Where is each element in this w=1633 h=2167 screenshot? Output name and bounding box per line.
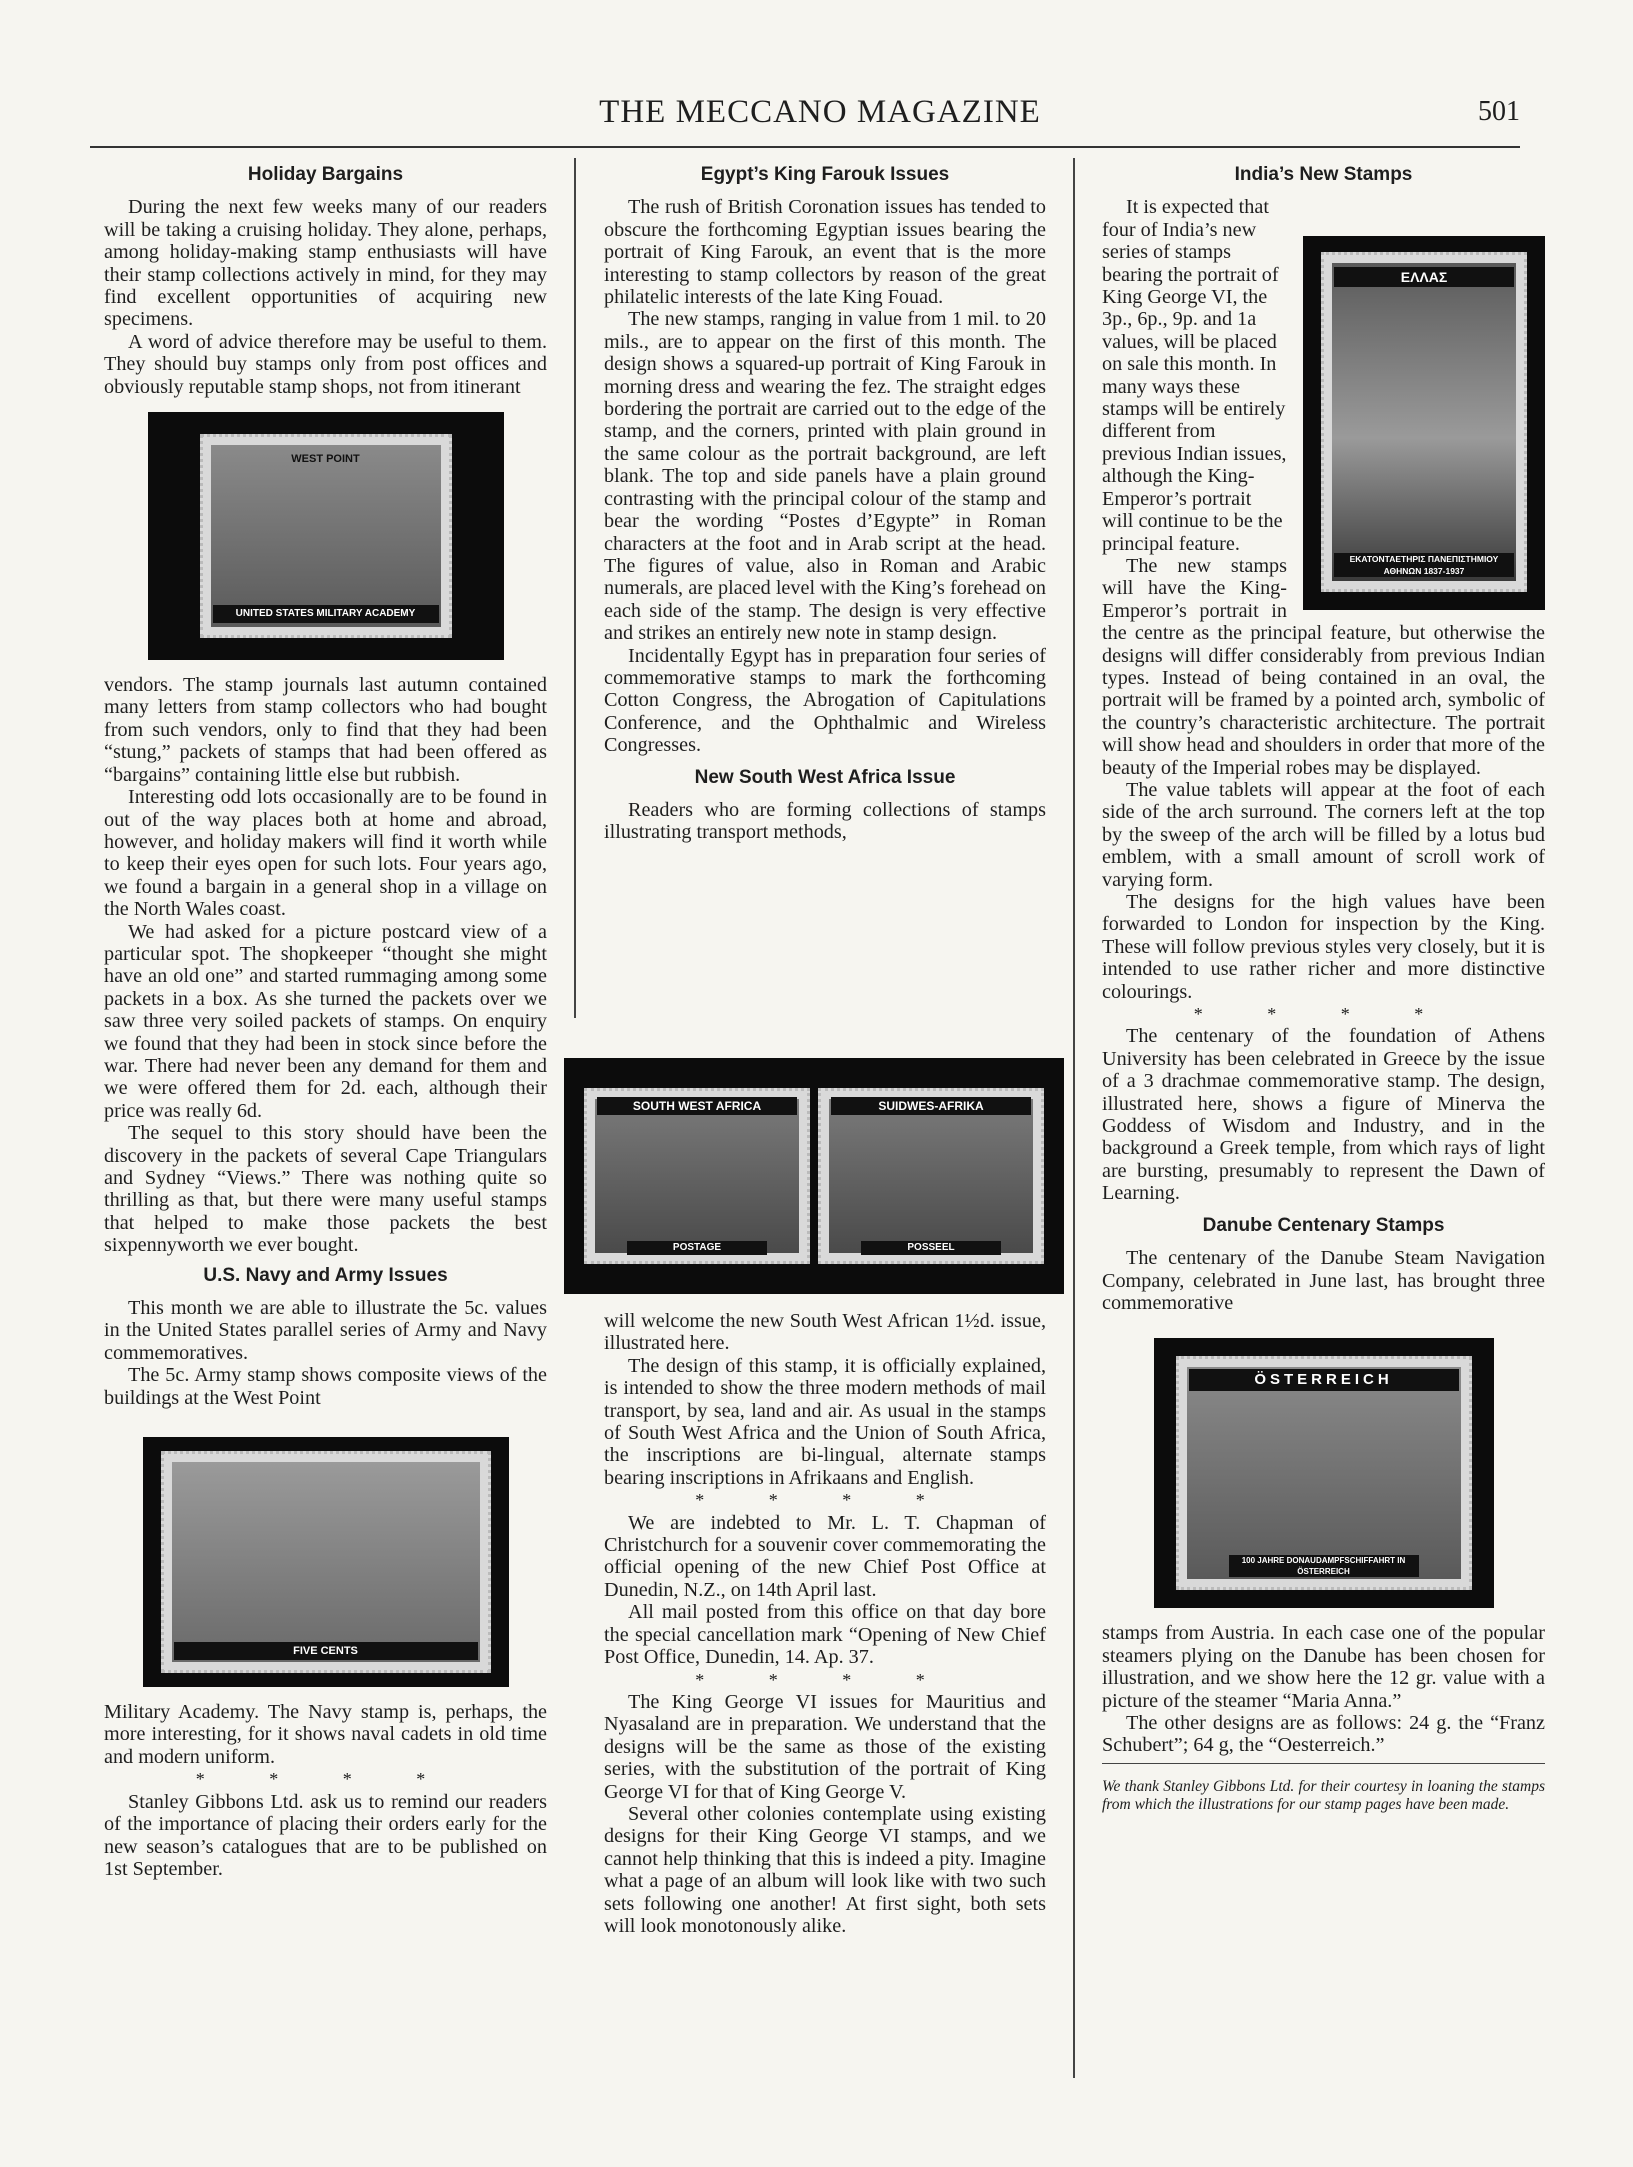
paragraph: We had asked for a picture postcard view of a particular spot. The shopkeeper “thought she might have an old one” and started rummaging among some packets in a box. As she turned the packets over we saw three very soiled packets of stamps. On enquiry we found that they had been in stock since before the war. There had never been any demand for them and we were offered them for 2d. each, although their price was really 6d.: [104, 920, 547, 1122]
paragraph: The designs for the high values have been forwarded to London for inspection by the King. These will follow previous styles very closely, but it is intended to use rather richer and more distinctive colourings.: [1102, 891, 1545, 1003]
stamp-west-point-image: [148, 412, 504, 660]
column-3: [1102, 160, 1545, 1814]
stamp-top-legend: ΕΛΛΑΣ: [1334, 267, 1514, 287]
stamp-top-legend: SOUTH WEST AFRICA: [597, 1097, 797, 1115]
paragraph: Several other colonies contemplate using existing designs for their King George VI stamps, and we cannot help thinking that this is indeed a pity. Imagine what a page of an album will look like with two such sets following one another! At first sight, both sets will look monotonously alike.: [604, 1802, 1046, 1937]
stamp-bottom-legend: POSSEEL: [861, 1241, 1001, 1255]
paragraph: The 5c. Army stamp shows composite views of the buildings at the West Point: [104, 1364, 547, 1409]
paragraph: The design of this stamp, it is officially explained, is intended to show the three modern methods of mail transport, by sea, land and air. As usual in the stamps of South West Africa and the Union of South Africa, the inscriptions are bi-lingual, alternate stamps bearing inscriptions in Afrikaans and English.: [604, 1354, 1046, 1489]
column-2-continued: [604, 1310, 1046, 1937]
masthead: [90, 94, 1550, 138]
paragraph: The new stamps will have the King-Emperor’s portrait in the centre as the principal feature, but otherwise the designs will differ considerably from previous Indian types. Instead of being contained in an oval, the portrait will be framed by a pointed arch, symbolic of the country’s characteristic architecture. The portrait will show head and shoulders in order that more of the beauty of the Imperial robes may be displayed.: [1102, 554, 1545, 779]
paragraph: The centenary of the Danube Steam Navigation Company, celebrated in June last, has brought three commemorative: [1102, 1247, 1545, 1314]
stamp-sw-africa-pair-image: [564, 1058, 1064, 1294]
stamp-bottom-legend: FIVE CENTS: [174, 1642, 478, 1660]
heading-sw-africa: New South West Africa Issue: [694, 766, 956, 788]
paragraph: The other designs are as follows: 24 g. the “Franz Schubert”; 64 g, the “Oesterreich.”: [1102, 1711, 1545, 1757]
column-2: [604, 160, 1046, 844]
column-1: [104, 160, 547, 1880]
stamp-bottom-legend: POSTAGE: [627, 1241, 767, 1255]
paragraph: We are indebted to Mr. L. T. Chapman of Christchurch for a souvenir cover commemorating the official opening of the new Chief Post Office at Dunedin, N.Z., on 14th April last.: [604, 1511, 1046, 1601]
paragraph: vendors. The stamp journals last autumn contained many letters from stamp collectors who had bought from such vendors, only to find that they had been “stung,” packets of stamps that had been offered as “bargains” containing little else but rubbish.: [104, 674, 547, 786]
heading-holiday-bargains: Holiday Bargains: [247, 164, 404, 185]
paragraph: Incidentally Egypt has in preparation four series of commemorative stamps to mark the forthcoming Cotton Congress, the Abrogation of Capitulations Conference, and the Ophthalmic and Wireless Congresses.: [604, 644, 1046, 757]
credit-rule: [1102, 1763, 1545, 1764]
stamp-top-legend: SUIDWES-AFRIKA: [831, 1097, 1031, 1115]
paragraph: Stanley Gibbons Ltd. ask us to remind our readers of the importance of placing their orders early for the new season’s catalogues that are to be published on 1st September.: [104, 1790, 547, 1880]
header-rule: [90, 146, 1520, 148]
magazine-title: THE MECCANO MAGAZINE: [599, 94, 1041, 130]
paragraph: The sequel to this story should have been the discovery in the packets of several Cape Triangulars and Sydney “Views.” There was nothing quite so thrilling as that, but there were many useful stamps that helped to make those packets the best sixpennyworth we ever bought.: [104, 1122, 547, 1257]
section-separator: * * * *: [1193, 1004, 1454, 1025]
stamp-bottom-legend: UNITED STATES MILITARY ACADEMY: [213, 605, 439, 623]
paragraph: Readers who are forming collections of stamps illustrating transport methods,: [604, 798, 1046, 844]
heading-india: India’s New Stamps: [1234, 164, 1413, 185]
heading-danube: Danube Centenary Stamps: [1202, 1214, 1445, 1236]
paragraph: The centenary of the foundation of Athens University has been celebrated in Greece by the issue of a 3 drachmae commemorative stamp. The design, illustrated here, shows a figure of Minerva the Goddess of Wisdom and Industry, and in the background a Greek temple, from which rays of light are bursting, presumably to represent the Dawn of Learning.: [1102, 1025, 1545, 1205]
paragraph: Military Academy. The Navy stamp is, perhaps, the more interesting, for it shows naval cadets in old time and modern uniform.: [104, 1701, 547, 1768]
paragraph: During the next few weeks many of our readers will be taking a cruising holiday. They alone, perhaps, among holiday-making stamp enthusiasts will have their stamp collections actively in mind, for they may find excellent opportunities of acquiring new specimens.: [104, 196, 547, 331]
stamp-naval-academy-image: [143, 1437, 509, 1687]
section-separator: * * * *: [695, 1669, 955, 1690]
stamp-austria-image: [1154, 1338, 1494, 1608]
heading-us-navy-army: U.S. Navy and Army Issues: [203, 1264, 448, 1286]
stamp-bottom-legend: ΕΚΑΤΟΝΤΑΕΤΗΡΙΣ ΠΑΝΕΠΙΣΤΗΜΙΟΥ ΑΘΗΝΩΝ 1837-1937: [1334, 553, 1514, 577]
paragraph: It is expected that four of India’s new series of stamps bearing the portrait of King George VI, the 3p., 6p., 9p. and 1a values, will be placed on sale this month. In many ways these stamps will be entirely different from previous Indian issues, although the King-Emperor’s portrait will continue to be the principal feature.: [1102, 196, 1287, 555]
paragraph: This month we are able to illustrate the 5c. values in the United States parallel series of Army and Navy commemoratives.: [104, 1297, 547, 1364]
section-separator: * * * *: [695, 1490, 955, 1511]
stamp-bottom-legend: 100 JAHRE DONAUDAMPFSCHIFFAHRT IN ÖSTERREICH: [1229, 1555, 1419, 1577]
stamp-top-legend: WEST POINT: [291, 453, 360, 466]
stamp-top-legend: ÖSTERREICH: [1189, 1369, 1459, 1391]
column-divider-1: [574, 158, 576, 1018]
paragraph: will welcome the new South West African 1½d. issue, illustrated here.: [604, 1310, 1046, 1355]
credit-note: We thank Stanley Gibbons Ltd. for their courtesy in loaning the stamps from which the illustrations for our stamp pages have been made.: [1102, 1777, 1545, 1813]
stamp-greece-image: [1303, 236, 1545, 610]
paragraph: The rush of British Coronation issues has tended to obscure the forthcoming Egyptian issues bearing the portrait of King Farouk, an event that is the more interesting to stamp collectors by reason of the great philatelic interests of the late King Fouad.: [604, 196, 1046, 309]
paragraph: A word of advice therefore may be useful to them. They should buy stamps only from post offices and obviously reputable stamp shops, not from itinerant: [104, 330, 547, 398]
paragraph: The new stamps, ranging in value from 1 mil. to 20 mils., are to appear on the first of this month. The design shows a squared-up portrait of King Farouk in morning dress and wearing the fez. The straight edges bordering the portrait are carried out to the edge of the stamp, and the corners, printed with plain ground in the same colour as the portrait background, are left blank. The top and side panels have a plain ground contrasting with the principal colour of the stamp and bear the wording “Postes d’Egypte” in Roman characters at the foot and in Arab script at the head. The figures of value, also in Roman and Arabic numerals, are placed level with the King’s forehead on each side of the stamp. The design is very effective and strikes an entirely new note in stamp design.: [604, 308, 1046, 645]
paragraph: stamps from Austria. In each case one of the popular steamers plying on the Danube has been chosen for illustration, and we show here the 12 gr. value with a picture of the steamer “Maria Anna.”: [1102, 1622, 1545, 1712]
section-separator: * * * *: [195, 1769, 456, 1790]
heading-egypt-farouk: Egypt’s King Farouk Issues: [700, 164, 950, 185]
page-number: 501: [1478, 96, 1520, 127]
paragraph: The value tablets will appear at the foot of each side of the arch surround. The corners left at the top by the sweep of the arch will be filled by a lotus bud emblem, with a small amount of scroll work of varying form.: [1102, 778, 1545, 891]
column-divider-2: [1073, 158, 1075, 2078]
paragraph: The King George VI issues for Mauritius and Nyasaland are in preparation. We understand that the designs will be the same as those of the existing series, with the substitution of the portrait of King George VI for that of King George V.: [604, 1690, 1046, 1803]
paragraph: All mail posted from this office on that day bore the special cancellation mark “Opening of New Chief Post Office, Dunedin, 14. Ap. 37.: [604, 1601, 1046, 1669]
paragraph: Interesting odd lots occasionally are to be found in out of the way places both at home and abroad, however, and holiday makers will find it worth while to keep their eyes open for such lots. Four years ago, we found a bargain in a general shop in a village on the North Wales coast.: [104, 786, 547, 921]
